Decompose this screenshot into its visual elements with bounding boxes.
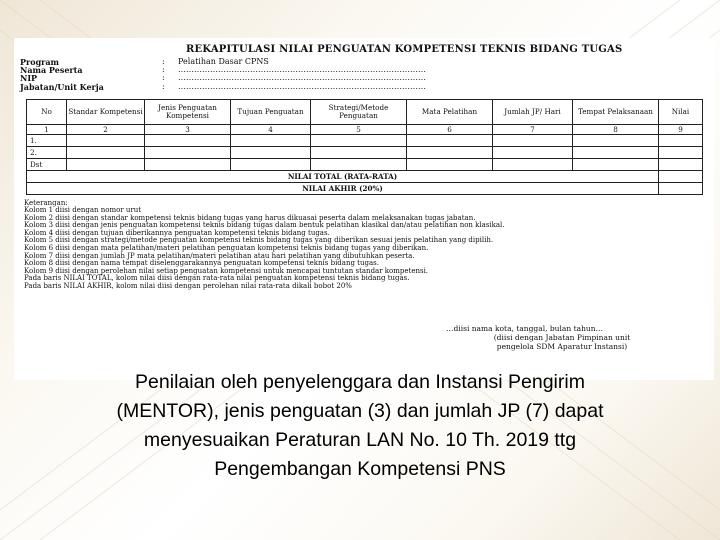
column-number: 9 bbox=[659, 125, 703, 135]
total-row bbox=[27, 171, 703, 183]
note-line: Kolom 3 diisi dengan jenis penguatan kompetensi teknis bidang tugas dalam bentuk pelatihan klasikal dan/atau pelatihan non klasikal. bbox=[24, 221, 505, 230]
caption-line: Pengembangan Kompetensi PNS bbox=[214, 458, 506, 480]
final-row bbox=[27, 183, 703, 195]
note-line: Kolom 9 diisi dengan perolehan nilai setiap penguatan kompetensi untuk mencapai tuntutan standar kompetensi. bbox=[24, 266, 429, 275]
column-number: 3 bbox=[145, 125, 231, 135]
meta-colon: : bbox=[162, 81, 165, 91]
column-header: Jenis Penguatan Kompetensi bbox=[145, 100, 231, 125]
recap-table bbox=[26, 99, 703, 195]
column-header: Jumlah JP/ Hari bbox=[493, 100, 573, 125]
column-number-row bbox=[27, 125, 703, 135]
column-header: Standar Kompetensi bbox=[67, 100, 145, 125]
caption-line: menyesuaikan Peraturan LAN No. 10 Th. 2019 ttg bbox=[143, 429, 577, 451]
signature-line: pengelola SDM Aparatur Instansi) bbox=[496, 342, 628, 351]
table-row bbox=[27, 135, 703, 147]
meta-colon: : bbox=[162, 73, 165, 83]
note-line: Pada baris NILAI AKHIR, kolom nilai diisi dengan perolehan nilai rata-rata dikali bobot 20% bbox=[24, 281, 352, 290]
column-header: Strategi/Metode Penguatan bbox=[311, 100, 407, 125]
row-number: Dst bbox=[27, 159, 67, 171]
note-line: Kolom 7 diisi dengan jumlah JP mata pelatihan/materi pelatihan atau hari pelatihan yang dibutuhkan peserta. bbox=[24, 251, 415, 260]
meta-value: ………………………………………………………………………………… bbox=[178, 81, 426, 91]
meta-label: Jabatan/Unit Kerja bbox=[20, 81, 104, 92]
signature-line: (diisi dengan Jabatan Pimpinan unit bbox=[493, 333, 631, 342]
caption-line: (MENTOR), jenis penguatan (3) dan jumlah JP (7) dapat bbox=[116, 400, 604, 422]
table-row bbox=[27, 159, 703, 171]
column-number: 8 bbox=[573, 125, 659, 135]
meta-label: NIP bbox=[20, 73, 38, 84]
meta-value: ………………………………………………………………………………… bbox=[178, 73, 426, 83]
column-number: 6 bbox=[407, 125, 493, 135]
table-row bbox=[27, 147, 703, 159]
meta-row-jabatan bbox=[20, 83, 480, 91]
table-header-row bbox=[27, 100, 703, 125]
caption-line: Penilaian oleh penyelenggara dan Instansi Pengirim bbox=[135, 371, 585, 393]
column-header: Tempat Pelaksanaan bbox=[573, 100, 659, 125]
note-line: Kolom 8 diisi dengan nama tempat diselenggarakannya penguatan kompetensi teknis bidang tugas. bbox=[24, 259, 379, 268]
signature-block bbox=[442, 324, 682, 351]
column-number: 4 bbox=[231, 125, 311, 135]
slide-caption bbox=[20, 368, 700, 484]
row-number: 1. bbox=[27, 135, 67, 147]
meta-colon: : bbox=[162, 65, 165, 75]
meta-value: ………………………………………………………………………………… bbox=[178, 65, 426, 75]
column-header: Tujuan Penguatan bbox=[231, 100, 311, 125]
meta-value: Pelatihan Dasar CPNS bbox=[178, 57, 269, 66]
document-title: REKAPITULASI NILAI PENGUATAN KOMPETENSI TEKNIS BIDANG TUGAS bbox=[186, 44, 623, 55]
meta-colon: : bbox=[162, 57, 165, 66]
row-number: 2. bbox=[27, 147, 67, 159]
note-line: Kolom 5 diisi dengan strategi/metode penguatan kompetensi teknis bidang tugas yang diberikan sesuai jenis pelatihan yang dipilih. bbox=[24, 236, 494, 245]
participant-info bbox=[20, 58, 480, 91]
notes-section bbox=[24, 199, 704, 291]
document-image bbox=[14, 38, 714, 380]
note-line: Kolom 2 diisi dengan standar kompetensi teknis bidang tugas yang harus dikuasai peserta dalam melaksanakan tugas jabatan. bbox=[24, 213, 476, 222]
column-header: Mata Pelatihan bbox=[407, 100, 493, 125]
signature-place-date: …diisi nama kota, tanggal, bulan tahun… bbox=[446, 324, 604, 333]
column-number: 5 bbox=[311, 125, 407, 135]
total-label: NILAI TOTAL (RATA-RATA) bbox=[27, 171, 659, 183]
column-header: No bbox=[27, 100, 67, 125]
note-line: Kolom 1 diisi dengan nomor urut bbox=[24, 206, 142, 214]
note-line: Kolom 4 diisi dengan tujuan diberikannya penguatan kompetensi teknis bidang tugas. bbox=[24, 228, 330, 237]
final-label: NILAI AKHIR (20%) bbox=[27, 183, 659, 195]
column-header: Nilai bbox=[659, 100, 703, 125]
column-number: 2 bbox=[67, 125, 145, 135]
note-line: Pada baris NILAI TOTAL, kolom nilai diisi dengan rata-rata nilai penguatan kompetensi teknis bidang tugas. bbox=[24, 274, 410, 283]
notes-title: Keterangan: bbox=[24, 199, 68, 207]
meta-label: Nama Peserta bbox=[20, 65, 83, 76]
meta-label: Program bbox=[20, 57, 60, 67]
column-number: 1 bbox=[27, 125, 67, 135]
note-line: Kolom 6 diisi dengan mata pelatihan/materi pelatihan penguatan kompetensi teknis bidang tugas yang diberikan. bbox=[24, 243, 429, 252]
column-number: 7 bbox=[493, 125, 573, 135]
